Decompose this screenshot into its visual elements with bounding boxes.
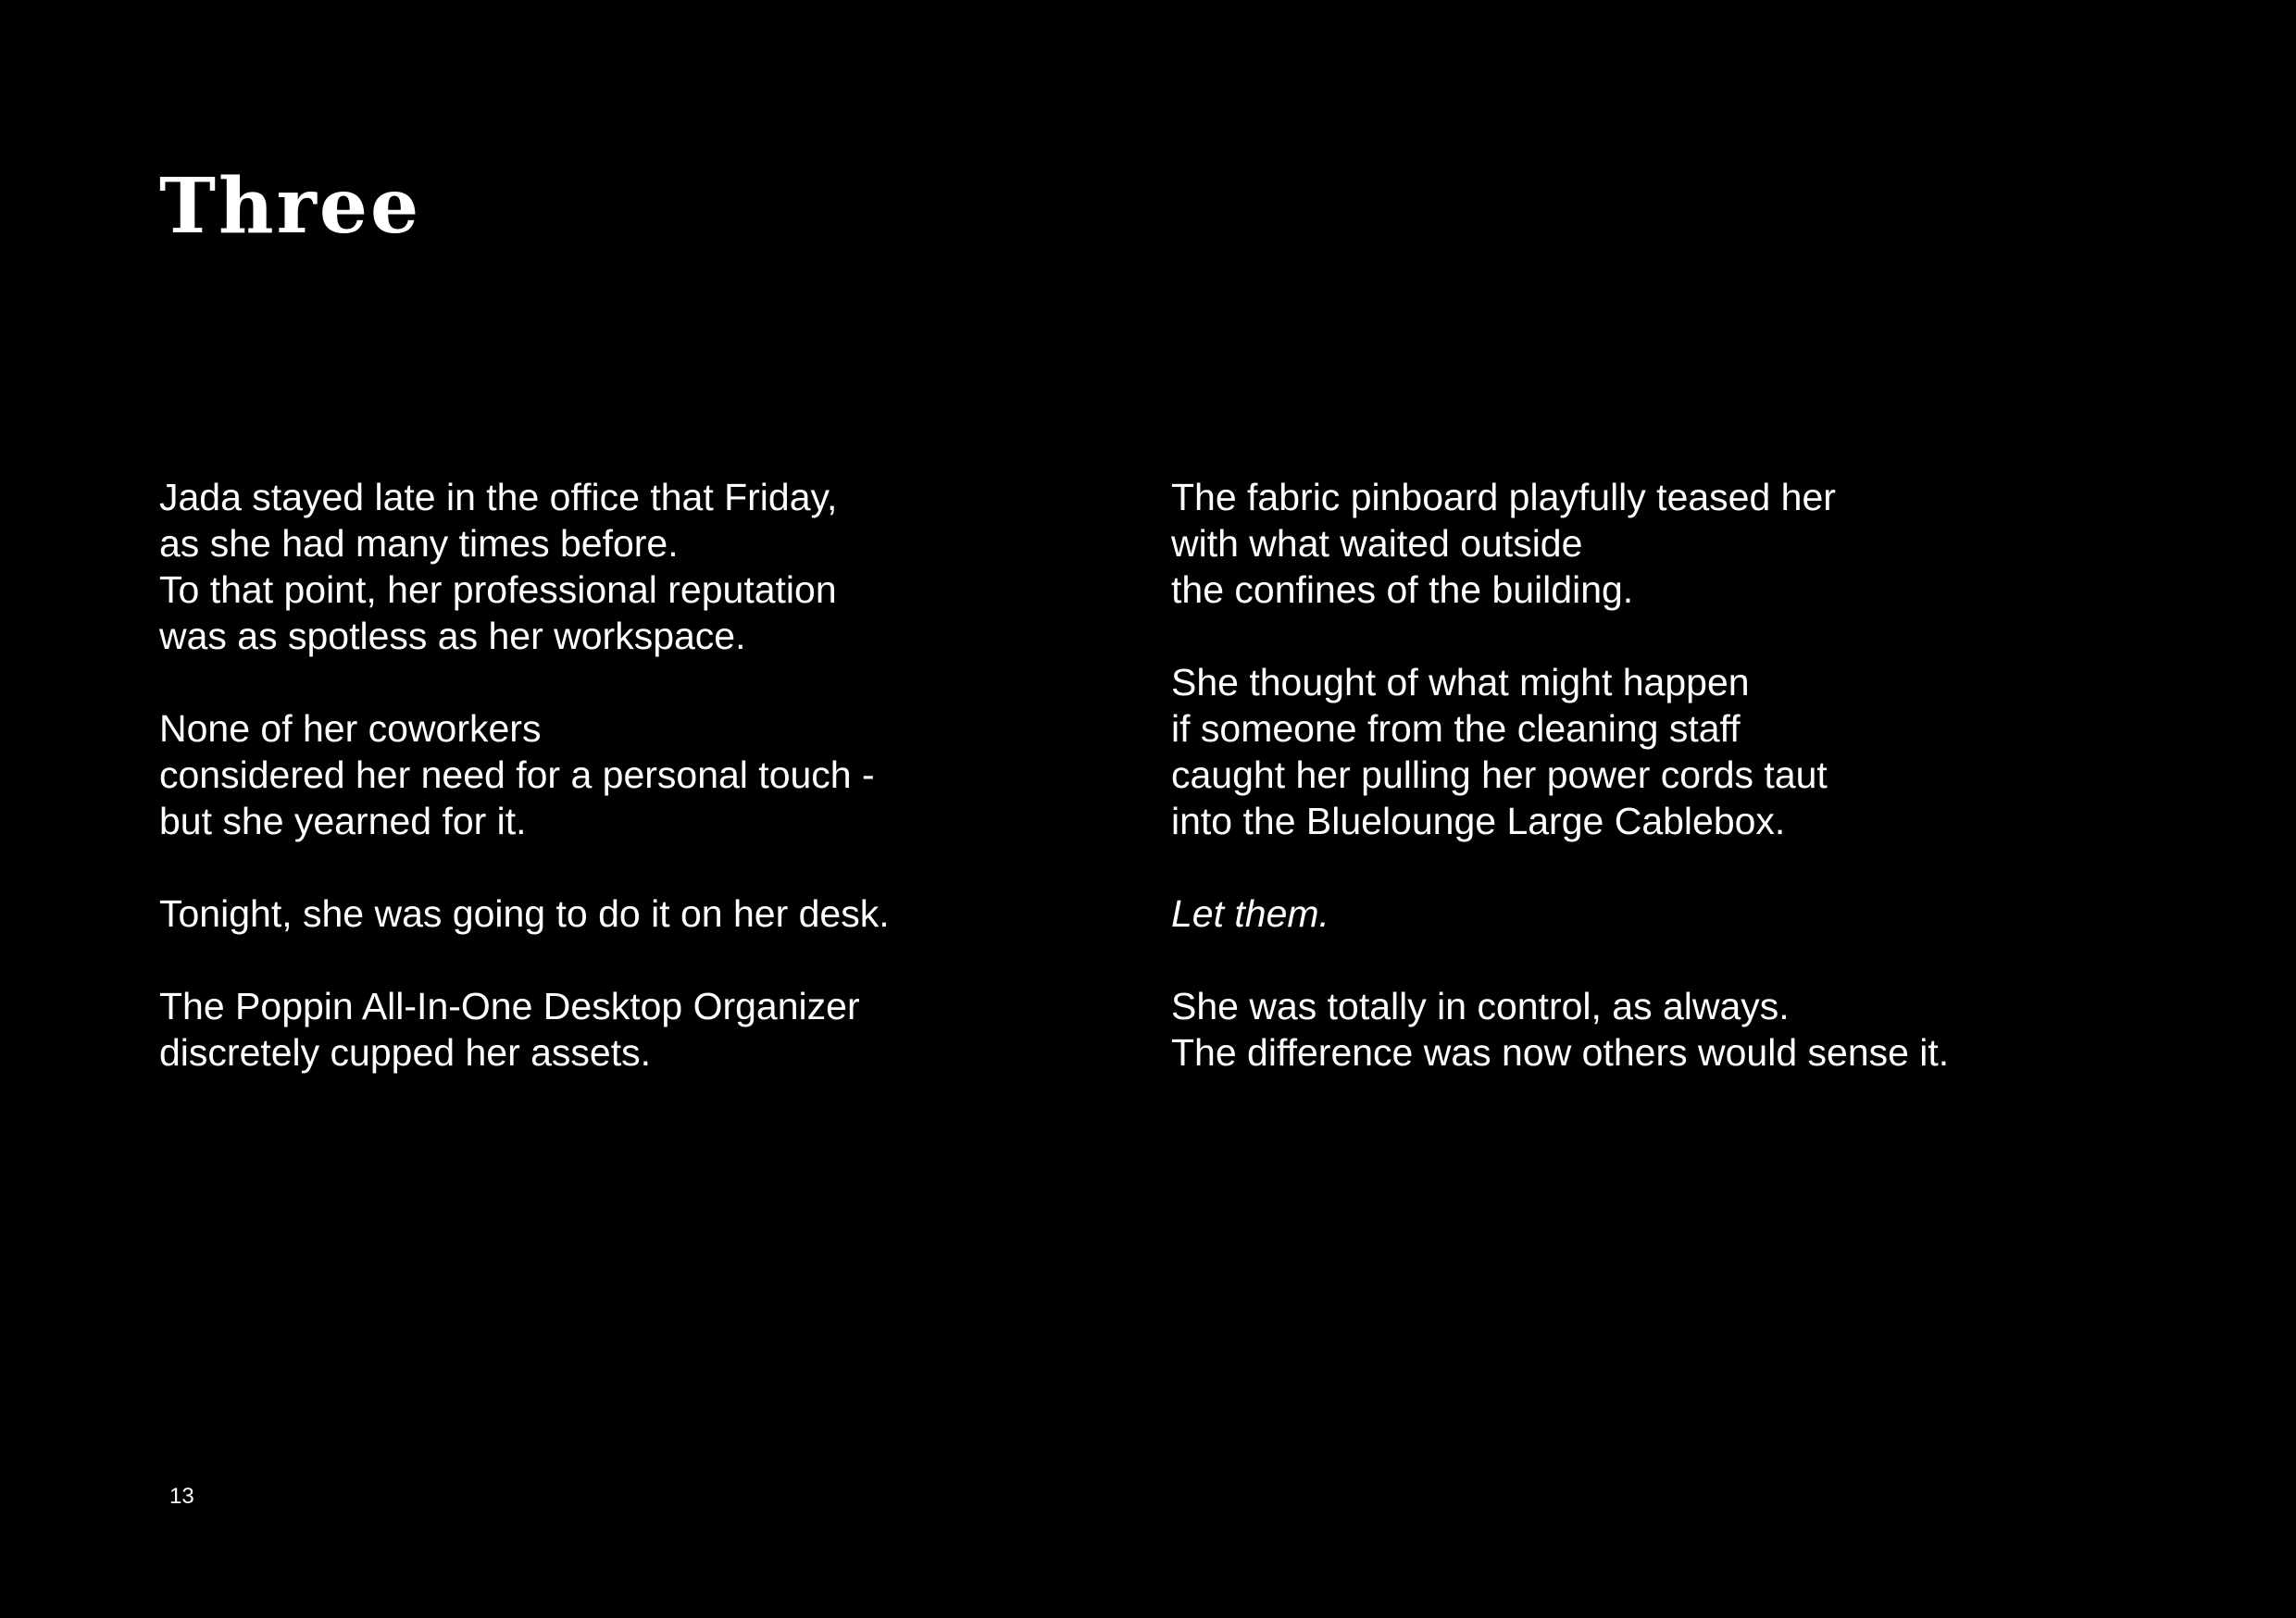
text-line: She thought of what might happen bbox=[1171, 661, 1750, 703]
left-text-column bbox=[159, 474, 1196, 1122]
stanza-cleaning-staff bbox=[1171, 659, 2236, 844]
text-line: discretely cupped her assets. bbox=[159, 1031, 651, 1074]
text-line-italic: Let them. bbox=[1171, 892, 1329, 935]
stanza-in-control bbox=[1171, 983, 2236, 1076]
text-line: into the Bluelounge Large Cablebox. bbox=[1171, 800, 1786, 842]
text-line: the confines of the building. bbox=[1171, 568, 1634, 611]
stanza-pinboard bbox=[1171, 474, 2236, 613]
page-title: Three bbox=[159, 162, 422, 251]
text-line: was as spotless as her workspace. bbox=[159, 615, 746, 657]
text-line: She was totally in control, as always. bbox=[1171, 985, 1790, 1027]
stanza-let-them bbox=[1171, 890, 2236, 937]
text-line: Jada stayed late in the office that Friday, bbox=[159, 476, 838, 518]
text-line: considered her need for a personal touch - bbox=[159, 753, 875, 796]
text-line: if someone from the cleaning staff bbox=[1171, 707, 1741, 750]
text-line: as she had many times before. bbox=[159, 522, 679, 565]
text-line: The fabric pinboard playfully teased her bbox=[1171, 476, 1836, 518]
text-line: but she yearned for it. bbox=[159, 800, 527, 842]
text-line: None of her coworkers bbox=[159, 707, 542, 750]
stanza-organizer bbox=[159, 983, 1196, 1076]
text-line: Tonight, she was going to do it on her desk. bbox=[159, 892, 890, 935]
right-text-column bbox=[1171, 474, 2236, 1122]
text-line: To that point, her professional reputation bbox=[159, 568, 837, 611]
stanza-office-late bbox=[159, 474, 1196, 659]
stanza-coworkers bbox=[159, 705, 1196, 844]
text-line: caught her pulling her power cords taut bbox=[1171, 753, 1828, 796]
text-line: with what waited outside bbox=[1171, 522, 1583, 565]
page-number: 13 bbox=[169, 1484, 194, 1509]
stanza-tonight bbox=[159, 890, 1196, 937]
text-line: The Poppin All-In-One Desktop Organizer bbox=[159, 985, 860, 1027]
text-line: The difference was now others would sense it. bbox=[1171, 1031, 1950, 1074]
